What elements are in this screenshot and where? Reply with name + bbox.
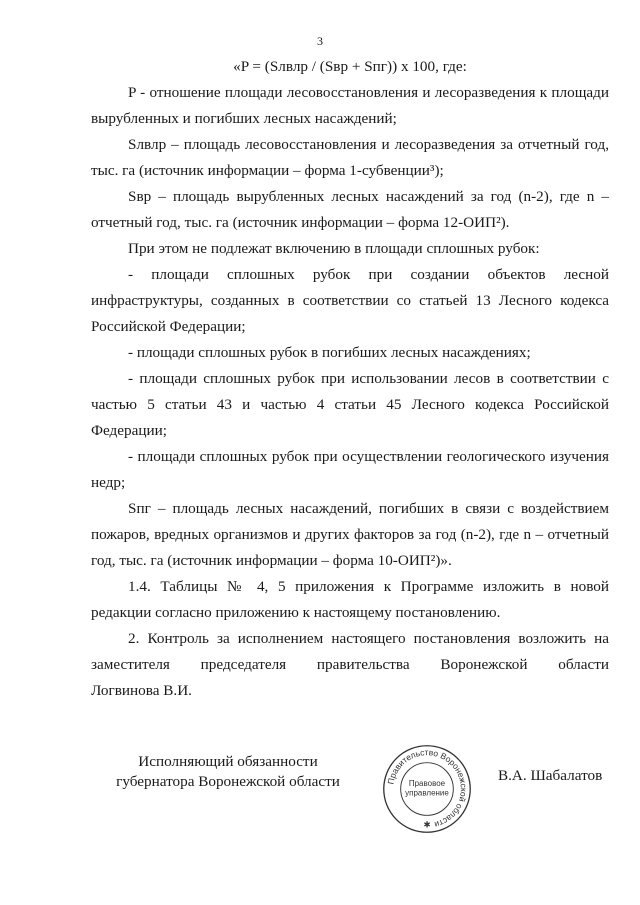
position-line2: губернатора Воронежской области [116, 773, 340, 790]
item-2-line1: 2. Контроль за исполнением настоящего постановления возложить на [128, 630, 609, 647]
seal-center-line1: Правовое [408, 779, 446, 789]
seal-center-line2: управление [405, 788, 449, 798]
item-2-line3: Логвинова В.И. [91, 682, 192, 699]
exclusion-item: - площади сплошных рубок при создании объектов лесной инфраструктуры, созданных в соответствии со статьей 13 Лесного кодекса Российской Федерации; [91, 266, 609, 335]
signatory-position [108, 752, 348, 792]
item-2-line2: заместителя председателя правительства Воронежской области [91, 656, 609, 673]
signatory-name: В.А. Шабалатов [498, 767, 603, 784]
exclusion-item: - площади сплошных рубок при осуществлении геологического изучения недр; [91, 448, 609, 491]
item-1-4: 1.4. Таблицы № 4, 5 приложения к Программе изложить в новой редакции согласно приложению к настоящему постановлению. [91, 578, 609, 621]
page-number: 3 [317, 34, 323, 48]
svr-definition: Sвр – площадь вырубленных лесных насаждений за год (n-2), где n – отчетный год, тыс. га (источник информации – форма 12-ОИП²). [91, 188, 609, 231]
seal-star-icon: ✱ [423, 819, 431, 830]
p-definition: P - отношение площади лесовосстановления и лесоразведения к площади вырубленных и погибших лесных насаждений; [91, 84, 609, 127]
spg-definition: Sпг – площадь лесных насаждений, погибших в связи с воздействием пожаров, вредных организмов и других факторов за год (n-2), где n – отчетный год, тыс. га (источник информации – форма 10-ОИП²)». [91, 500, 609, 569]
official-seal [380, 742, 474, 836]
document-body [91, 54, 609, 704]
exclusion-item: - площади сплошных рубок в погибших лесных насаждениях; [128, 344, 531, 361]
exclusion-intro: При этом не подлежат включению в площади сплошных рубок: [128, 240, 540, 257]
formula: «P = (Sлвлр / (Sвр + Sпг)) x 100, где: [233, 58, 467, 75]
exclusion-item: - площади сплошных рубок при использовании лесов в соответствии с частью 5 статьи 43 и частью 4 статьи 45 Лесного кодекса Российской Федерации; [91, 370, 609, 439]
position-line1: Исполняющий обязанности [138, 753, 318, 770]
slvlr-definition: Sлвлр – площадь лесовосстановления и лесоразведения за отчетный год, тыс. га (источник информации – форма 1-субвенции³); [91, 136, 609, 179]
seal-ring-text: Правительство Воронежской области [385, 747, 469, 830]
